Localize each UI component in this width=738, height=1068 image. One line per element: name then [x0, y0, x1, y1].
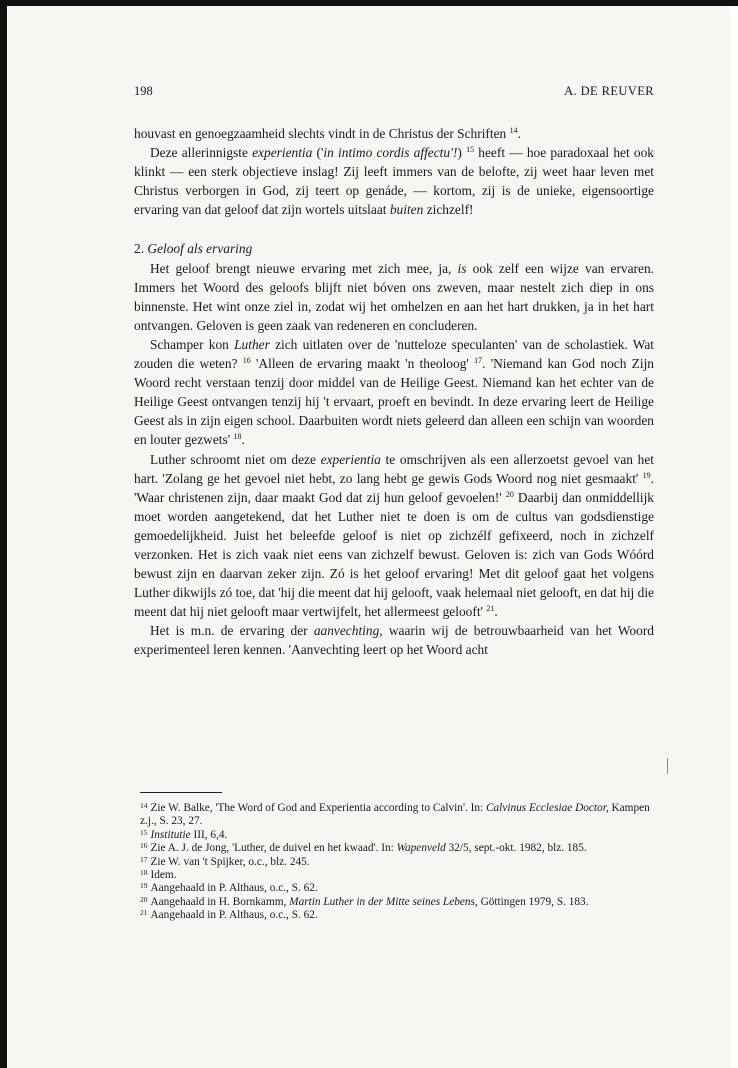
section-heading: 2. Geloof als ervaring	[134, 241, 253, 257]
footnote-ref: 14	[509, 126, 518, 135]
page-number: 198	[134, 84, 153, 98]
paragraph-6: Het is m.n. de ervaring der aanvechting, waarin wij de betrouwbaarheid van het Woord experimenteel leren kennen. 'Aanvechting leert op het Woord acht	[134, 623, 654, 658]
footnote-ref: 21	[486, 604, 495, 614]
paragraph-1: houvast en genoegzaamheid slechts vindt in de Christus der Schriften $^{14}$.	[134, 126, 521, 141]
footnote: $^{19}$ Aangehaald in P. Althaus, o.c., S. 62.	[140, 881, 318, 895]
footnotes	[140, 802, 654, 923]
footnote-ref: 17	[474, 356, 483, 366]
footnote-ref: 18	[233, 432, 242, 442]
footnote-ref: 20	[505, 489, 514, 499]
footnote-ref: 16	[242, 356, 251, 366]
scan-border-left	[0, 0, 7, 1068]
running-head-author: A. DE REUVER	[564, 84, 654, 98]
body-text	[134, 124, 654, 660]
footnote: $^{14}$ Zie W. Balke, 'The Word of God and Experientia according to Calvin'. In: Calvinus Ecclesiae Doctor, Kampen z.j., S. 23, 27.	[140, 801, 650, 828]
footnote: $^{20}$ Aangehaald in H. Bornkamm, Martin Luther in der Mitte seines Lebens, Göttingen 1979, S. 183.	[140, 894, 589, 908]
running-head	[134, 84, 654, 100]
paragraph-3: Het geloof brengt nieuwe ervaring met zich mee, ja, is ook zelf een wijze van ervaren. Immers het Woord des geloofs blijft niet bóven ons zweven, maar nestelt zich diep in ons binnenste. Het wint onze ziel in, zodat wij het omhelzen en aan het hart drukken, ja in het hart ontvangen. Geloven is geen zaak van redeneren en concluderen.	[134, 260, 654, 333]
book-page	[8, 6, 730, 1068]
footnote-ref: 19	[642, 470, 651, 480]
footnote: $^{21}$ Aangehaald in P. Althaus, o.c., S. 62.	[140, 908, 318, 922]
paragraph-5: Luther schroomt niet om deze experientia te omschrijven als een allerzoetst gevoel van het hart. 'Zolang ge het gevoel niet hebt, zo lang hebt ge gewis Gods Woord nog niet gesmaakt' $^{19}$. 'Waar christenen zijn, daar maakt God dat zij hun geloof gevoelen!' $^{20}$ Daarbij dan onmiddellijk moet worden aangetekend, dat het Luther niet te doen is om de cultus van godsdienstige gemoedelijkheid. Juist het beleefde geloof is niet op zichzélf gefixeerd, noch in zichzelf verzonken. Het is zich vaak niet eens van zichzelf bewust. Geloven is: zich van Gods Wóórd bewust zijn en daarvan zeker zijn. Zó is het geloof ervaring! Met dit geloof gaat het volgens Luther dikwijls zó toe, dat 'hij die meent dat hij gelooft, vaak helemaal niet gelooft, en dat hij die meent dat hij niet gelooft maar vertwijfelt, het allermeest gelooft' $^{21}$.	[134, 451, 654, 620]
scan-artifact-mark	[667, 758, 668, 774]
paragraph-2: Deze allerinnigste experientia ('in intimo cordis affectu'!) $^{15}$ heeft — hoe paradoxaal het ook klinkt — een sterk objectieve inslag! Zij leeft immers van de belofte, zij weet haar leven met Christus verborgen in God, zij teert op genáde, — kortom, zij is de unieke, eigensoortige ervaring van dat geloof dat zijn wortels uitslaat buiten zichzelf!	[134, 145, 654, 218]
footnote-ref: 15	[466, 145, 475, 155]
footnote: $^{15}$ Institutie III, 6,4.	[140, 827, 228, 841]
paragraph-4: Schamper kon Luther zich uitlaten over de 'nutteloze speculanten' van de scholastiek. Wat zouden die weten? $^{16}$ 'Alleen de ervaring maakt 'n theoloog' $^{17}$. 'Niemand kan God noch Zijn Woord recht verstaan tenzij door middel van de Heilige Geest. Niemand kan het echter van de Heilige Geest ontvangen tenzij hij 't ervaart, proeft en bevindt. In deze ervaring leert de Heilige Geest als in zijn eigen school. Daarbuiten wordt niets geleerd dan alleen een schijn van woorden en louter gezwets' $^{18}$.	[134, 336, 654, 448]
footnote-rule	[140, 792, 222, 793]
footnote: $^{18}$ Idem.	[140, 868, 177, 882]
footnote: $^{17}$ Zie W. van 't Spijker, o.c., blz. 245.	[140, 854, 310, 868]
footnote: $^{16}$ Zie A. J. de Jong, 'Luther, de duivel en het kwaad'. In: Wapenveld 32/5, sept.-okt. 1982, blz. 185.	[140, 841, 587, 855]
